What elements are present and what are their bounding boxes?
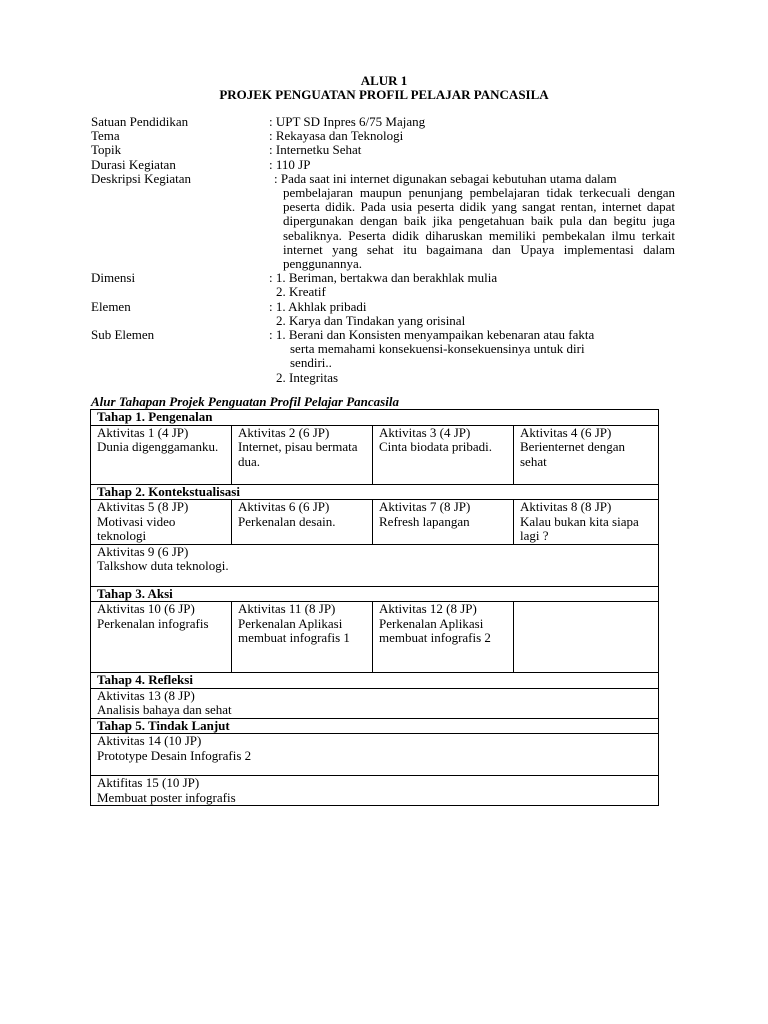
- activity-head: Aktivitas 11 (8 JP): [238, 601, 336, 616]
- activity-cell: [91, 688, 659, 718]
- activity-row: [91, 734, 659, 776]
- activity-head: Aktivitas 4 (6 JP): [520, 424, 612, 440]
- activity-cell: [91, 425, 232, 484]
- dimensi-item-1: : 1. Beriman, bertakwa dan berakhlak mulia: [269, 270, 498, 286]
- activity-body: Internet, pisau bermata dua.: [238, 439, 358, 469]
- info-row-tema: [91, 129, 691, 143]
- sub-elemen-item-1-cont: serta memahami konsekuensi-konsekuensinya untuk diri: [290, 341, 585, 357]
- info-row-sub-elemen: [91, 328, 691, 385]
- stage-header: Tahap 2. Kontekstualisasi: [91, 484, 659, 500]
- activity-body: Membuat poster infografis: [97, 789, 236, 805]
- info-row-topik: [91, 143, 691, 157]
- info-row-deskripsi: [91, 172, 691, 271]
- info-value: : Rekayasa dan Teknologi: [269, 128, 404, 144]
- dimensi-item-2: 2. Kreatif: [276, 284, 326, 300]
- info-value: : UPT SD Inpres 6/75 Majang: [269, 114, 426, 129]
- info-value: [269, 328, 691, 385]
- activity-head: Aktivitas 9 (6 JP): [97, 543, 189, 559]
- activity-cell: [91, 602, 232, 673]
- activity-body: Analisis bahaya dan sehat: [97, 702, 232, 717]
- activity-cell: [373, 602, 514, 673]
- stage-header-row: [91, 410, 659, 426]
- activity-body: Motivasi video teknologi: [97, 513, 176, 543]
- sub-elemen-item-2: 2. Integritas: [276, 369, 339, 385]
- info-label: Topik: [91, 142, 122, 158]
- sub-elemen-item-1-cont: sendiri..: [290, 355, 332, 371]
- activity-head: Aktivitas 10 (6 JP): [97, 601, 195, 616]
- activity-body: Perkenalan desain.: [238, 513, 336, 529]
- info-value: [269, 172, 691, 271]
- activity-cell: [91, 734, 659, 776]
- activity-head: Aktivitas 12 (8 JP): [379, 601, 477, 616]
- activity-body: Berienternet dengan sehat: [520, 439, 626, 469]
- stage-header: Tahap 5. Tindak Lanjut: [91, 718, 659, 734]
- activity-cell: [91, 776, 659, 806]
- activity-row: [91, 776, 659, 806]
- activity-cell: [232, 425, 373, 484]
- activity-head: Aktivitas 13 (8 JP): [97, 687, 195, 703]
- info-value: [269, 300, 691, 328]
- activity-cell: [373, 425, 514, 484]
- flow-title: Alur Tahapan Projek Penguatan Profil Pelajar Pancasila: [91, 394, 399, 409]
- info-value: [269, 271, 691, 299]
- activity-cell: [232, 602, 373, 673]
- description-first-line: : Pada saat ini internet digunakan sebagai kebutuhan utama dalam: [274, 170, 617, 186]
- flow-table: [90, 409, 659, 806]
- activity-body: Talkshow duta teknologi.: [97, 558, 229, 573]
- info-label: Deskripsi Kegiatan: [91, 170, 192, 186]
- activity-cell: [91, 500, 232, 545]
- activity-head: Aktivitas 6 (6 JP): [238, 499, 330, 514]
- activity-row: [91, 602, 659, 673]
- stage-header: Tahap 3. Aksi: [91, 586, 659, 602]
- activity-body: Refresh lapangan: [379, 513, 470, 529]
- activity-head: Aktivitas 14 (10 JP): [97, 733, 202, 748]
- doc-title-line1: ALUR 1: [360, 73, 408, 88]
- sub-elemen-item-1: : 1. Berani dan Konsisten menyampaikan kebenaran atau fakta: [269, 327, 595, 343]
- activity-head: Aktivitas 2 (6 JP): [238, 424, 330, 440]
- activity-row: [91, 425, 659, 484]
- elemen-item-2: 2. Karya dan Tindakan yang orisinal: [276, 312, 466, 328]
- activity-body: Cinta biodata pribadi.: [379, 439, 493, 454]
- activity-body: Perkenalan Aplikasi membuat infografis 1: [238, 615, 350, 645]
- activity-body: Prototype Desain Infografis 2: [97, 747, 252, 763]
- info-label: Elemen: [91, 298, 131, 314]
- activity-row: [91, 500, 659, 545]
- description-text: pembelajaran maupun penunjang pembelajaran tidak terkecuali dengan peserta didik. Pada usia peserta didik yang sangat rentan, internet dapat dipergunakan dengan baik jika pengetahuan baik pula dan begitu juga sebaliknya. Peserta didik diharuskan memiliki pembekalan ilmu terkait internet yang sehat itu bagaimana dan Upaya implementasi dalam penggunannya.: [283, 185, 675, 272]
- activity-cell: [91, 544, 659, 586]
- stage-header: Tahap 1. Pengenalan: [91, 410, 659, 426]
- activity-head: Aktivitas 3 (4 JP): [379, 424, 471, 440]
- info-label: Sub Elemen: [91, 327, 155, 343]
- info-row-durasi: [91, 158, 691, 172]
- activity-cell-empty: [514, 602, 659, 673]
- stage-header-row: [91, 673, 659, 689]
- info-label: Satuan Pendidikan: [91, 114, 189, 129]
- info-label: Durasi Kegiatan: [91, 156, 176, 172]
- stage-header-row: [91, 484, 659, 500]
- activity-body: Kalau bukan kita siapa lagi ?: [520, 513, 639, 543]
- activity-head: Aktifitas 15 (10 JP): [97, 775, 200, 790]
- activity-row: [91, 544, 659, 586]
- activity-head: Aktivitas 5 (8 JP): [97, 499, 189, 514]
- activity-head: Aktivitas 8 (8 JP): [520, 499, 612, 514]
- stage-header: Tahap 4. Refleksi: [91, 673, 659, 689]
- info-row-elemen: [91, 300, 691, 328]
- activity-body: Perkenalan Aplikasi membuat infografis 2: [379, 615, 491, 645]
- activity-cell: [514, 425, 659, 484]
- activity-cell: [514, 500, 659, 545]
- activity-body: Dunia digenggamanku.: [97, 439, 219, 454]
- info-label: Dimensi: [91, 270, 136, 286]
- info-value: : Internetku Sehat: [269, 142, 362, 158]
- info-label: Tema: [91, 128, 120, 144]
- activity-cell: [373, 500, 514, 545]
- activity-row: [91, 688, 659, 718]
- info-value: : 110 JP: [269, 156, 311, 172]
- info-row-satuan: [91, 115, 691, 129]
- activity-head: Aktivitas 7 (8 JP): [379, 499, 471, 514]
- info-row-dimensi: [91, 271, 691, 299]
- doc-title-line2: PROJEK PENGUATAN PROFIL PELAJAR PANCASILA: [219, 87, 549, 102]
- activity-head: Aktivitas 1 (4 JP): [97, 424, 189, 440]
- elemen-item-1: : 1. Akhlak pribadi: [269, 298, 367, 314]
- stage-header-row: [91, 718, 659, 734]
- activity-cell: [232, 500, 373, 545]
- info-block: [91, 115, 691, 385]
- stage-header-row: [91, 586, 659, 602]
- activity-body: Perkenalan infografis: [97, 615, 209, 631]
